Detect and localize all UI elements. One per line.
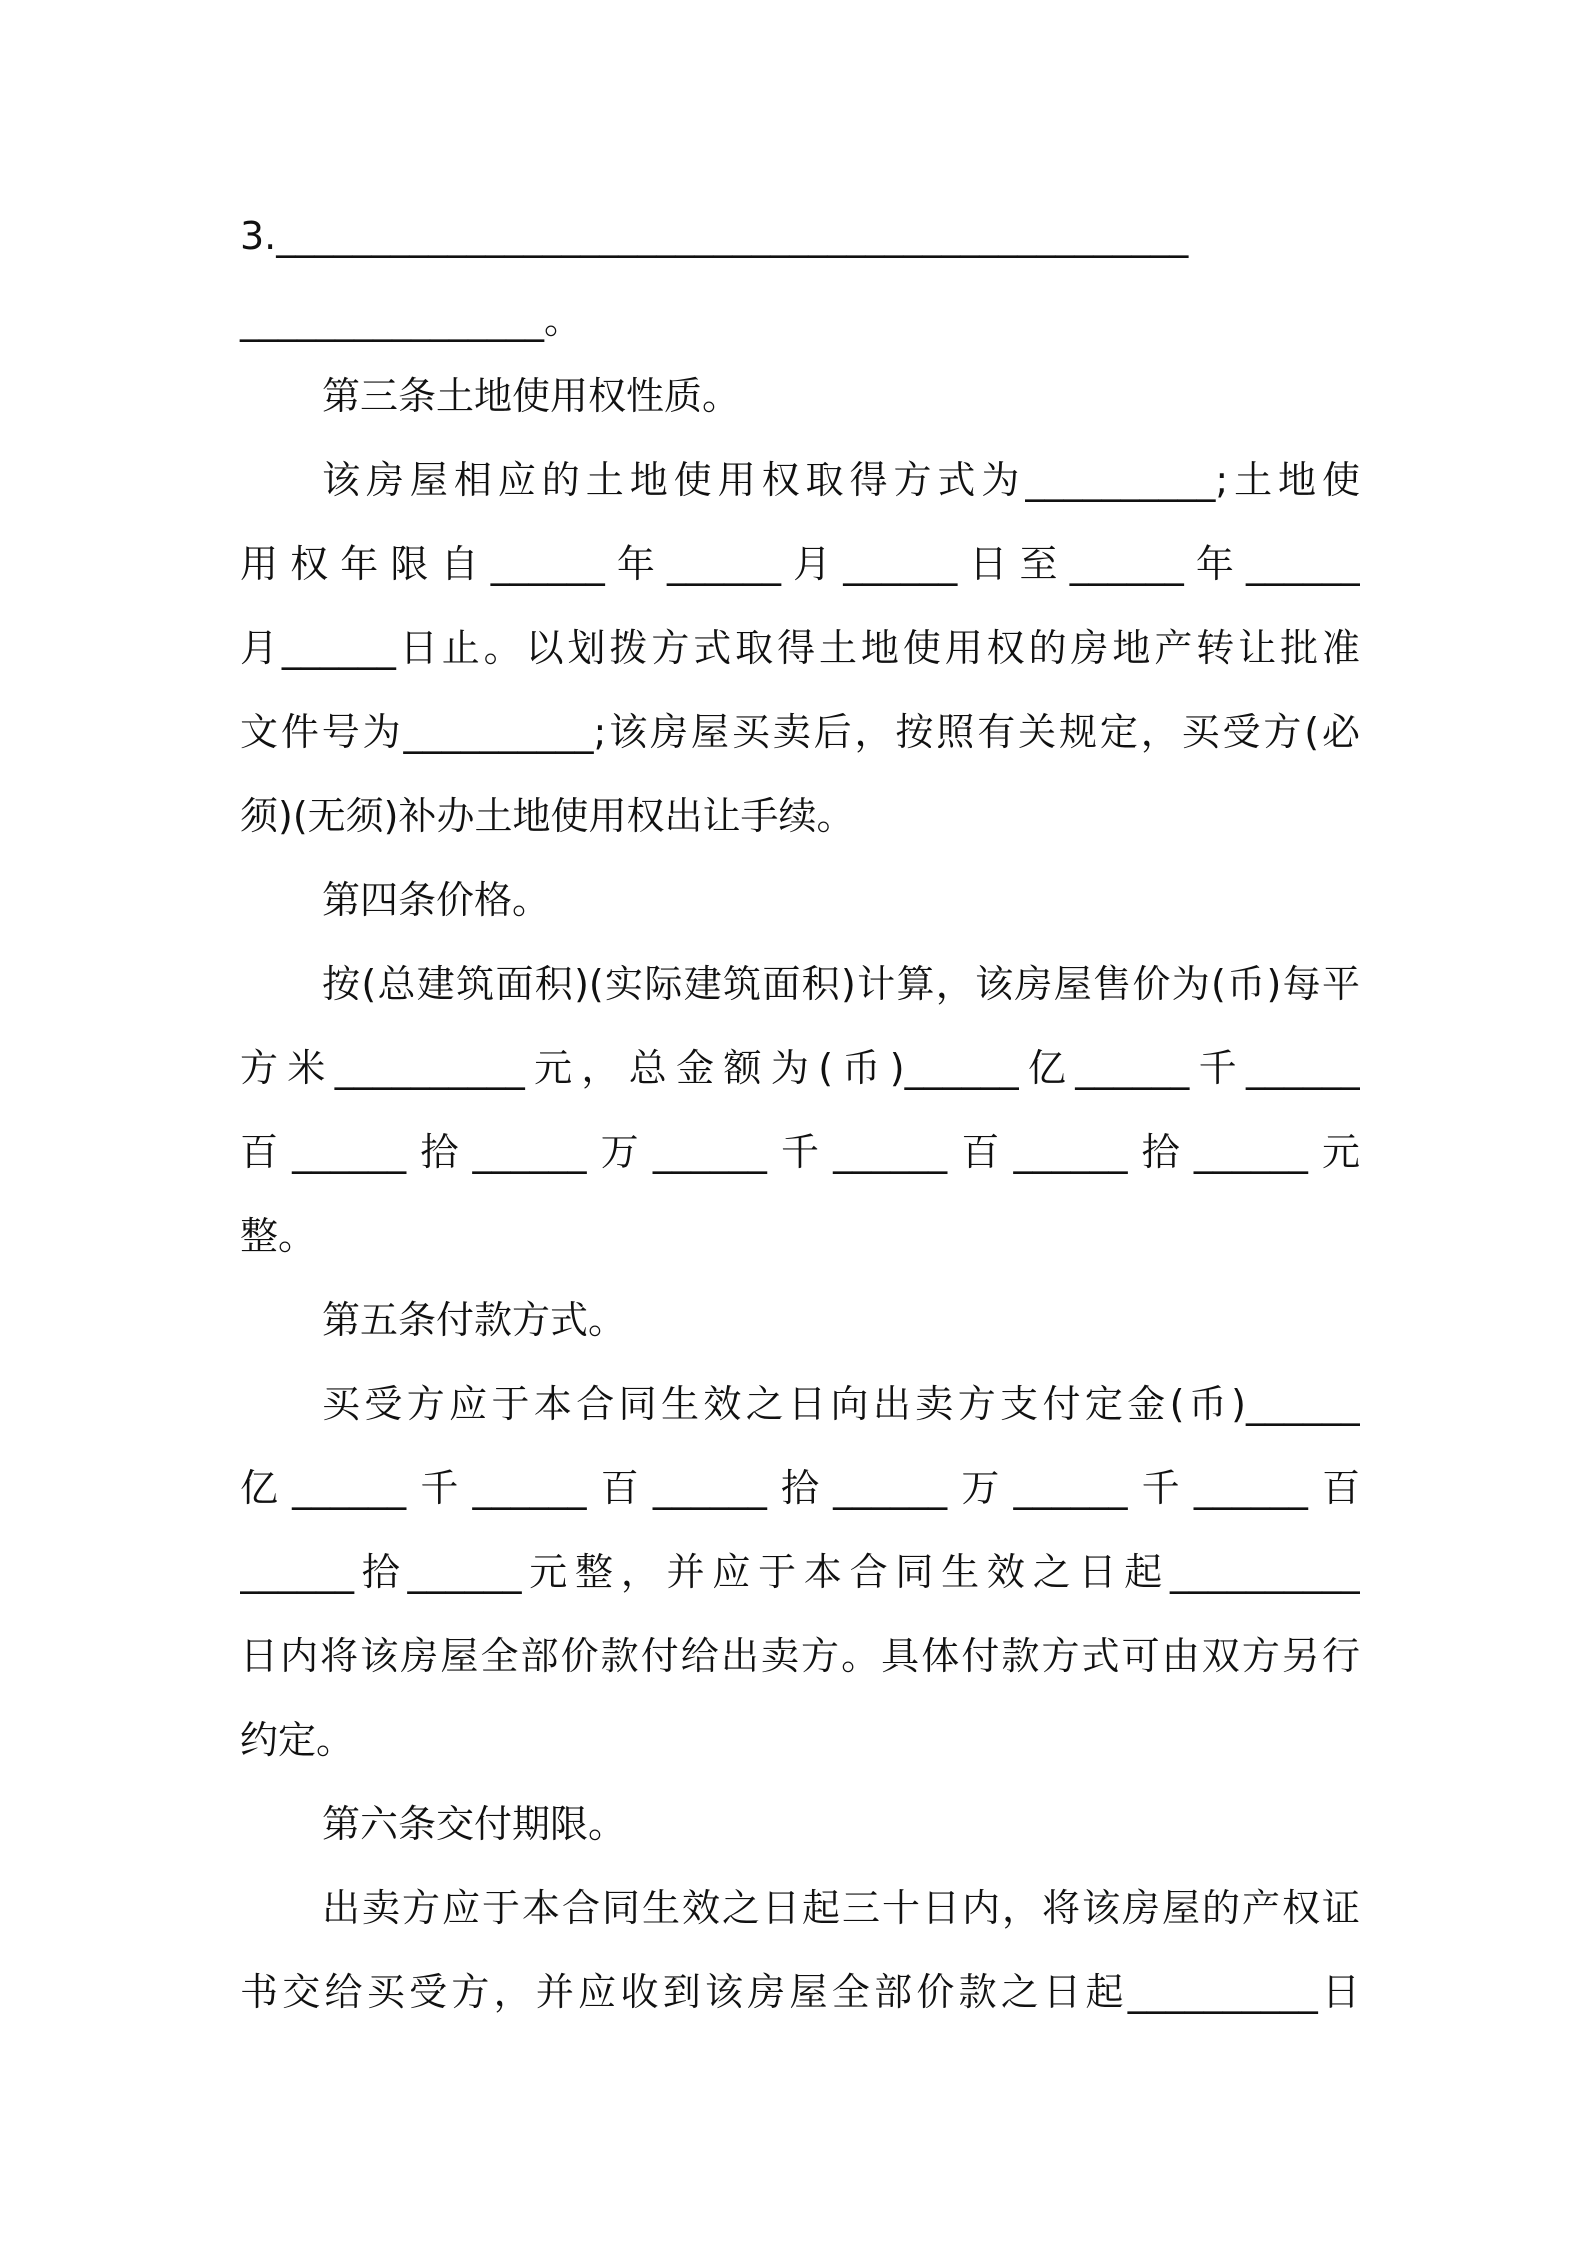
article-3-heading: 第三条土地使用权性质。	[322, 374, 741, 418]
article-3-text-line-2: 用权年限自______年______月______日至______年______	[240, 542, 1360, 586]
article-5-heading: 第五条付款方式。	[322, 1298, 627, 1342]
clause-item-3-line-1: 3.________________________________________________	[240, 214, 1189, 258]
article-3-text-line-4: 文件号为__________;该房屋买卖后，按照有关规定，买受方(必	[240, 710, 1360, 754]
article-6-heading: 第六条交付期限。	[322, 1802, 627, 1846]
article-4-text-line-1: 按(总建筑面积)(实际建筑面积)计算，该房屋售价为(币)每平	[322, 962, 1360, 1006]
article-5-text-line-5: 约定。	[240, 1718, 355, 1762]
article-6-text-line-1: 出卖方应于本合同生效之日起三十日内，将该房屋的产权证	[322, 1886, 1360, 1930]
clause-item-3-line-2: ________________。	[240, 298, 583, 342]
article-3-text-line-5: 须)(无须)补办土地使用权出让手续。	[240, 794, 855, 838]
article-6-text-line-2: 书交给买受方，并应收到该房屋全部价款之日起__________日	[240, 1970, 1360, 2014]
article-3-text-line-3: 月______日止。以划拨方式取得土地使用权的房地产转让批准	[240, 626, 1360, 670]
article-4-heading: 第四条价格。	[322, 878, 551, 922]
article-3-text-line-1: 该房屋相应的土地使用权取得方式为__________;土地使	[322, 458, 1360, 502]
article-5-text-line-2: 亿______千______百______拾______万______千______百	[240, 1466, 1360, 1510]
article-4-text-line-3: 百______拾______万______千______百______拾______元	[240, 1130, 1360, 1174]
article-4-text-line-4: 整。	[240, 1214, 317, 1258]
article-5-text-line-3: ______拾______元整，并应于本合同生效之日起__________	[240, 1550, 1360, 1594]
article-5-text-line-4: 日内将该房屋全部价款付给出卖方。具体付款方式可由双方另行	[240, 1634, 1360, 1678]
article-5-text-line-1: 买受方应于本合同生效之日向出卖方支付定金(币)______	[322, 1382, 1360, 1426]
article-4-text-line-2: 方米__________元，总金额为(币)______亿______千______	[240, 1046, 1360, 1090]
